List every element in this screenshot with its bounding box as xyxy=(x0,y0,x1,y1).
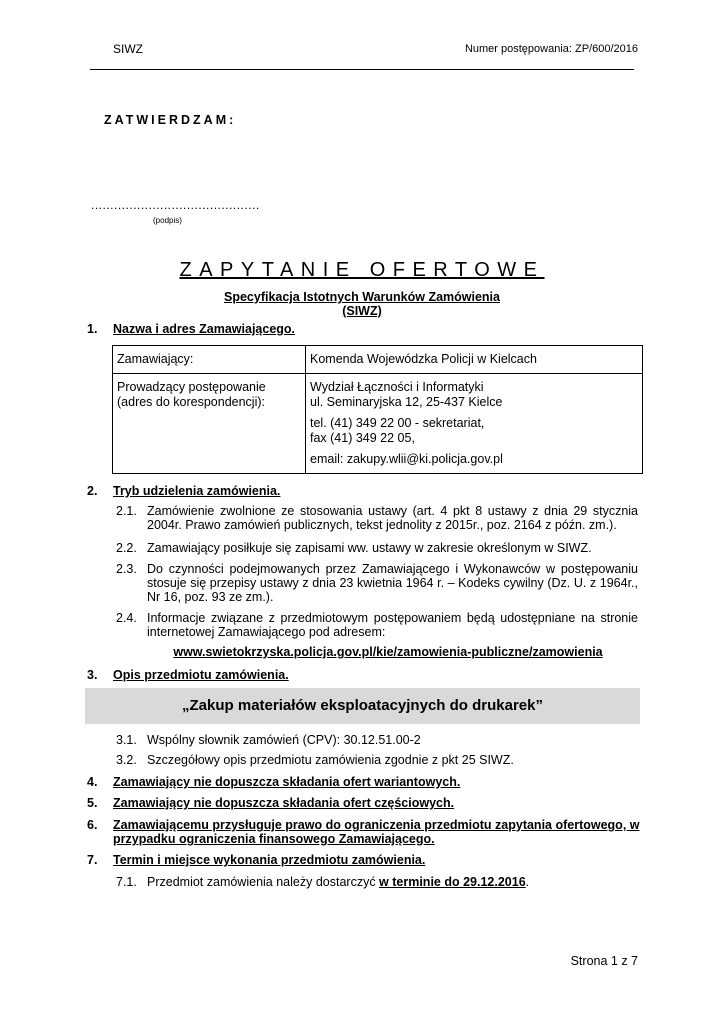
subsection-text: Wspólny słownik zamówień (CPV): 30.12.51.00-2 xyxy=(147,733,421,747)
document-title: ZAPYTANIE OFERTOWE xyxy=(179,259,545,281)
subsection-text: Zamawiający posiłkuje się zapisami ww. ustawy w zakresie określonym w SIWZ. xyxy=(147,541,592,555)
subsection-7-1 xyxy=(116,875,638,889)
header-divider xyxy=(90,69,634,70)
section-4-heading xyxy=(87,775,460,789)
subsection-number: 2.4. xyxy=(116,611,137,625)
subtitle-line-2: (SIWZ) xyxy=(342,304,382,318)
subsection-2-2 xyxy=(116,541,638,555)
document-subtitle xyxy=(0,290,724,318)
approval-label: ZATWIERDZAM: xyxy=(104,113,237,127)
section-1-heading xyxy=(87,322,295,336)
section-label: Opis przedmiotu zamówienia. xyxy=(113,668,289,682)
section-2-heading xyxy=(87,484,280,498)
section-7-heading xyxy=(87,853,425,867)
table-row xyxy=(113,374,643,474)
subsection-text xyxy=(147,875,638,889)
subsection-3-2 xyxy=(116,753,638,767)
ordering-party-value: Komenda Wojewódzka Policji w Kielcach xyxy=(310,352,537,366)
section-number: 4. xyxy=(87,775,98,789)
section-label: Nazwa i adres Zamawiającego. xyxy=(113,322,296,336)
section-number: 2. xyxy=(87,484,98,498)
subsection-2-1 xyxy=(116,504,638,532)
subsection-number: 2.1. xyxy=(116,504,137,518)
section-label: Termin i miejsce wykonania przedmiotu zamówienia. xyxy=(113,853,426,867)
section-label: Tryb udzielenia zamówienia. xyxy=(113,484,281,498)
subsection-text: Zamówienie zwolnione ze stosowania ustawy (art. 4 pkt 8 ustawy z dnia 29 stycznia 2004r. Prawo zamówień publicznych, tekst jednolity z 2015r., poz. 2164 z późn. zm.). xyxy=(147,504,638,532)
subsection-number: 2.2. xyxy=(116,541,137,555)
section-label: Zamawiającemu przysługuje prawo do ograniczenia przedmiotu zapytania ofertowego, w przypadku ograniczenia finansowego Zamawiającego. xyxy=(113,818,640,846)
conductor-label-line-2: (adres do korespondencji): xyxy=(117,395,265,409)
contact-table xyxy=(112,345,643,474)
subsection-text: Szczegółowy opis przedmiotu zamówienia zgodnie z pkt 25 SIWZ. xyxy=(147,753,514,767)
subsection-number: 2.3. xyxy=(116,562,137,576)
subtitle-line-1: Specyfikacja Istotnych Warunków Zamówienia xyxy=(223,290,500,304)
fax-line: fax (41) 349 22 05, xyxy=(310,431,415,445)
email-line: email: zakupy.wlii@ki.policja.gov.pl xyxy=(310,452,503,466)
table-cell xyxy=(113,346,306,374)
signature-caption: (podpis) xyxy=(153,216,182,225)
subsection-number: 3.2. xyxy=(116,753,137,767)
table-row xyxy=(113,346,643,374)
address-block xyxy=(310,380,638,410)
header-left: SIWZ xyxy=(113,42,143,56)
procurement-url-link[interactable]: www.swietokrzyska.policja.gov.pl/kie/zamowienia-publiczne/zamowienia xyxy=(173,645,603,659)
section-number: 6. xyxy=(87,818,98,832)
delivery-text: Przedmiot zamówienia należy dostarczyć xyxy=(147,875,380,889)
table-cell xyxy=(306,374,643,474)
section-number: 5. xyxy=(87,796,98,810)
phone-line: tel. (41) 349 22 00 - sekretariat, xyxy=(310,416,485,430)
email-block xyxy=(310,452,638,467)
address-line-1: Wydział Łączności i Informatyki xyxy=(310,380,484,394)
ordering-party-label: Zamawiający: xyxy=(117,352,194,366)
table-cell xyxy=(306,346,643,374)
section-number: 3. xyxy=(87,668,98,682)
page-number: Strona 1 z 7 xyxy=(570,954,638,968)
section-label: Zamawiający nie dopuszcza składania ofert częściowych. xyxy=(113,796,455,810)
section-3-heading xyxy=(87,668,289,682)
conductor-label-line-1: Prowadzący postępowanie xyxy=(117,380,266,394)
header-proceeding-number: Numer postępowania: ZP/600/2016 xyxy=(464,43,638,55)
section-5-heading xyxy=(87,796,454,810)
section-label: Zamawiający nie dopuszcza składania ofert wariantowych. xyxy=(113,775,461,789)
subsection-text: Informacje związane z przedmiotowym postępowaniem będą udostępniane na stronie internetowej Zamawiającego pod adresem: xyxy=(147,611,638,639)
phone-block xyxy=(310,416,638,446)
table-cell xyxy=(113,374,306,474)
subsection-2-3 xyxy=(116,562,638,604)
section-number: 7. xyxy=(87,853,98,867)
subsection-2-4 xyxy=(116,611,638,639)
subsection-number: 3.1. xyxy=(116,733,137,747)
order-title-band: „Zakup materiałów eksploatacyjnych do drukarek” xyxy=(85,688,640,724)
subsection-number: 7.1. xyxy=(116,875,137,889)
section-6-heading xyxy=(87,818,647,846)
subsection-3-1 xyxy=(116,733,638,747)
delivery-deadline: w terminie do 29.12.2016 xyxy=(379,875,526,889)
delivery-text-end: . xyxy=(525,875,530,889)
section-number: 1. xyxy=(87,322,98,336)
address-line-2: ul. Seminaryjska 12, 25-437 Kielce xyxy=(310,395,503,409)
signature-line: ............................................ xyxy=(91,198,260,212)
subsection-text: Do czynności podejmowanych przez Zamawiającego i Wykonawców w postępowaniu stosuje się przepisy ustawy z dnia 23 kwietnia 1964 r. – Kodeks cywilny (Dz. U. z 1964r., Nr 16, poz. 93 ze zm.). xyxy=(147,562,638,604)
